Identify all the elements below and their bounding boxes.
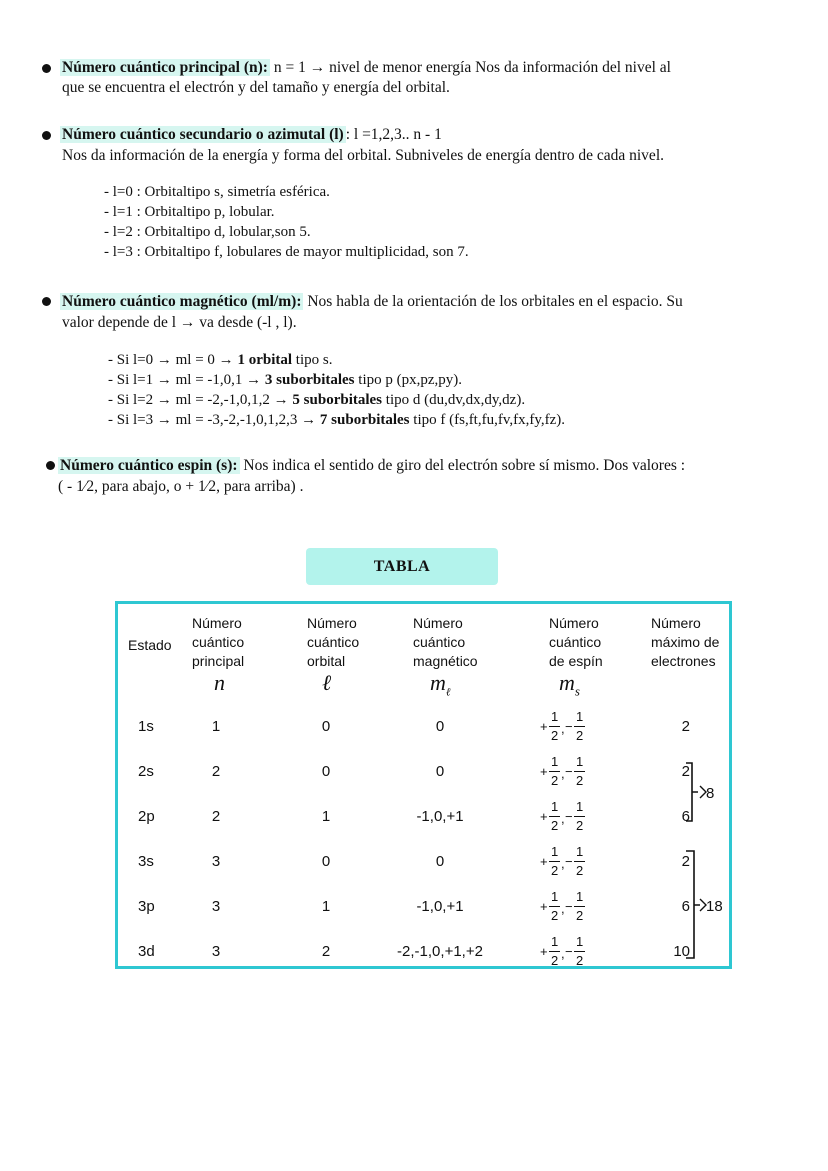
- cell-spin: [540, 934, 610, 970]
- fraction-bar: [549, 771, 560, 772]
- symbol-s: m: [559, 670, 575, 695]
- spin-separator: ,: [561, 856, 565, 871]
- header-line: cuántico: [192, 634, 245, 650]
- header-line: cuántico: [549, 634, 602, 650]
- cell-spin: [540, 844, 610, 880]
- symbol-ms: [559, 670, 580, 699]
- magnetico-item-bold: 7 suborbitales: [319, 412, 410, 428]
- spin-plus: +: [540, 899, 548, 914]
- header-line: de espín: [549, 653, 603, 669]
- spin-minus: −: [565, 764, 573, 779]
- principal-line-2: que se encuentra el electrón y del tamaño y energía del orbital.: [62, 79, 450, 96]
- header-principal: [192, 614, 244, 671]
- header-line: Número: [413, 615, 463, 631]
- fraction-bar: [549, 861, 560, 862]
- group-total-n2: 8: [706, 785, 715, 802]
- magnetico-item: [108, 350, 332, 370]
- spin-plus: +: [540, 809, 548, 824]
- spin-numerator: 1: [551, 754, 559, 769]
- spin-numerator: 1: [551, 889, 559, 904]
- espin-text: Nos indica el sentido de giro del electrón sobre sí mismo. Dos valores :: [239, 457, 686, 474]
- magnetico-item-post: tipo p (px,pz,py).: [354, 372, 463, 388]
- spin-denominator: 2: [551, 728, 559, 743]
- magnetico-title: Número cuántico magnético (ml/m):: [62, 293, 302, 310]
- header-line: magnético: [413, 653, 478, 669]
- cell-max: 2: [681, 718, 690, 735]
- bracket-n3: [686, 851, 700, 958]
- spin-plus: +: [540, 854, 548, 869]
- fraction-bar: [549, 726, 560, 727]
- magnetico-item-post: tipo f (fs,ft,fu,fv,fx,fy,fz).: [409, 412, 566, 428]
- group-total-n3: 18: [706, 898, 723, 915]
- cell-max: 10: [673, 943, 690, 960]
- magnetico-item-post: tipo s.: [292, 352, 333, 368]
- spin-separator: ,: [561, 721, 565, 736]
- spin-denominator: 2: [551, 908, 559, 923]
- magnetico-line-2: valor depende de l → va desde (-l , l).: [62, 314, 297, 331]
- header-line: electrones: [651, 653, 716, 669]
- spin-plus: +: [540, 944, 548, 959]
- symbol-ml: [430, 670, 450, 698]
- cell-estado: 1s: [138, 718, 154, 735]
- cell-estado: 3s: [138, 853, 154, 870]
- spin-separator: ,: [561, 901, 565, 916]
- fraction-bar: [574, 906, 585, 907]
- magnetico-item-pre: - Si l=0 → ml = 0 →: [108, 352, 238, 368]
- cell-max: 2: [681, 853, 690, 870]
- spin-denominator: 2: [576, 728, 584, 743]
- spin-minus: −: [565, 854, 573, 869]
- secundario-line-2: Nos da información de la energía y forma del orbital. Subniveles de energía dentro de cada nivel.: [62, 147, 664, 164]
- cell-ml: 0: [435, 763, 445, 780]
- symbol-m-sub: ℓ: [445, 686, 451, 699]
- cell-l: 1: [321, 898, 331, 915]
- cell-spin: [540, 889, 610, 925]
- tabla-label: TABLA: [306, 548, 498, 585]
- magnetico-item: [108, 390, 525, 410]
- header-espin: [549, 614, 603, 671]
- header-maximo: [651, 614, 719, 671]
- spin-numerator: 1: [576, 844, 584, 859]
- secundario-item: - l=2 : Orbitaltipo d, lobular,son 5.: [104, 224, 311, 240]
- header-line: cuántico: [413, 634, 466, 650]
- spin-minus: −: [565, 719, 573, 734]
- cell-ml: -2,-1,0,+1,+2: [397, 943, 483, 960]
- spin-separator: ,: [561, 811, 565, 826]
- cell-l: 1: [321, 808, 331, 825]
- espin-line-2: ( - 1⁄2, para abajo, o + 1⁄2, para arriba) .: [58, 478, 304, 495]
- fraction-bar: [574, 771, 585, 772]
- cell-ml: 0: [435, 853, 445, 870]
- spin-numerator: 1: [576, 934, 584, 949]
- cell-l: 0: [321, 853, 331, 870]
- fraction-bar: [574, 816, 585, 817]
- symbol-m: m: [430, 670, 446, 695]
- magnetico-item: [108, 410, 565, 430]
- spin-numerator: 1: [576, 754, 584, 769]
- bullet-icon: [46, 461, 55, 470]
- spin-denominator: 2: [576, 773, 584, 788]
- spin-separator: ,: [561, 946, 565, 961]
- spin-denominator: 2: [576, 953, 584, 968]
- fraction-bar: [549, 951, 560, 952]
- secundario-item: - l=3 : Orbitaltipo f, lobulares de mayor multiplicidad, son 7.: [104, 244, 469, 260]
- magnetico-item-pre: - Si l=2 → ml = -2,-1,0,1,2 →: [108, 392, 293, 408]
- spin-denominator: 2: [576, 908, 584, 923]
- spin-denominator: 2: [551, 953, 559, 968]
- spin-denominator: 2: [576, 818, 584, 833]
- cell-n: 2: [211, 763, 221, 780]
- cell-spin: [540, 754, 610, 790]
- magnetico-item: [108, 370, 462, 390]
- magnetico-item-bold: 1 orbital: [237, 352, 293, 368]
- spin-denominator: 2: [576, 863, 584, 878]
- cell-estado: 2s: [138, 763, 154, 780]
- magnetico-line-1: [60, 292, 683, 312]
- header-line: máximo de: [651, 634, 720, 650]
- header-line: Número: [307, 615, 357, 631]
- cell-spin: [540, 799, 610, 835]
- espin-line-1: [58, 456, 685, 476]
- header-orbital: [307, 614, 359, 671]
- principal-title: Número cuántico principal (n):: [62, 59, 268, 76]
- symbol-n: n: [214, 670, 225, 695]
- header-magnetico: [413, 614, 478, 671]
- fraction-bar: [574, 726, 585, 727]
- cell-estado: 3d: [138, 943, 155, 960]
- fraction-bar: [574, 951, 585, 952]
- cell-ml: -1,0,+1: [416, 898, 464, 915]
- secundario-title: Número cuántico secundario o azimutal (l): [62, 126, 344, 143]
- group-brackets: [680, 755, 730, 970]
- fraction-bar: [549, 816, 560, 817]
- header-line: Número: [192, 615, 242, 631]
- cell-ml: 0: [435, 718, 445, 735]
- header-line: principal: [192, 653, 245, 669]
- spin-numerator: 1: [576, 799, 584, 814]
- cell-n: 3: [211, 853, 221, 870]
- espin-title: Número cuántico espin (s):: [60, 457, 238, 474]
- cell-n: 3: [211, 943, 221, 960]
- cell-max: 6: [681, 808, 690, 825]
- magnetico-text: Nos habla de la orientación de los orbitales en el espacio. Su: [303, 293, 683, 310]
- spin-denominator: 2: [551, 863, 559, 878]
- cell-l: 0: [321, 763, 331, 780]
- magnetico-item-post: tipo d (du,dv,dx,dy,dz).: [382, 392, 526, 408]
- bracket-n2: [686, 763, 698, 821]
- spin-numerator: 1: [551, 799, 559, 814]
- cell-n: 3: [211, 898, 221, 915]
- secundario-item: - l=0 : Orbitaltipo s, simetría esférica.: [104, 184, 330, 200]
- magnetico-item-pre: - Si l=1 → ml = -1,0,1 →: [108, 372, 265, 388]
- magnetico-item-pre: - Si l=3 → ml = -3,-2,-1,0,1,2,3 →: [108, 412, 320, 428]
- header-estado: Estado: [128, 637, 172, 653]
- bullet-icon: [42, 64, 51, 73]
- spin-plus: +: [540, 764, 548, 779]
- magnetico-item-bold: 5 suborbitales: [292, 392, 383, 408]
- spin-plus: +: [540, 719, 548, 734]
- cell-l: 2: [321, 943, 331, 960]
- cell-spin: [540, 709, 610, 745]
- cell-l: 0: [321, 718, 331, 735]
- symbol-s-sub: s: [574, 683, 580, 699]
- spin-denominator: 2: [551, 818, 559, 833]
- symbol-l: ℓ: [322, 670, 332, 695]
- cell-estado: 2p: [138, 808, 155, 825]
- spin-numerator: 1: [551, 709, 559, 724]
- fraction-bar: [574, 861, 585, 862]
- spin-numerator: 1: [551, 844, 559, 859]
- cell-n: 2: [211, 808, 221, 825]
- spin-numerator: 1: [551, 934, 559, 949]
- principal-line-1: [60, 58, 671, 78]
- secundario-text: : l =1,2,3.. n - 1: [345, 126, 442, 143]
- secundario-line-1: [60, 125, 442, 145]
- spin-denominator: 2: [551, 773, 559, 788]
- spin-minus: −: [565, 944, 573, 959]
- bullet-icon: [42, 131, 51, 140]
- bullet-icon: [42, 297, 51, 306]
- spin-separator: ,: [561, 766, 565, 781]
- header-line: orbital: [307, 653, 346, 669]
- secundario-item: - l=1 : Orbitaltipo p, lobular.: [104, 204, 275, 220]
- cell-max: 2: [681, 763, 690, 780]
- spin-minus: −: [565, 899, 573, 914]
- fraction-bar: [549, 906, 560, 907]
- spin-numerator: 1: [576, 709, 584, 724]
- magnetico-item-bold: 3 suborbitales: [264, 372, 355, 388]
- cell-estado: 3p: [138, 898, 155, 915]
- spin-numerator: 1: [576, 889, 584, 904]
- principal-text: n = 1 → nivel de menor energía Nos da información del nivel al: [269, 59, 671, 76]
- cell-n: 1: [211, 718, 221, 735]
- spin-minus: −: [565, 809, 573, 824]
- header-line: Número: [651, 615, 701, 631]
- header-line: Número: [549, 615, 599, 631]
- cell-ml: -1,0,+1: [416, 808, 464, 825]
- header-line: cuántico: [307, 634, 360, 650]
- cell-max: 6: [681, 898, 690, 915]
